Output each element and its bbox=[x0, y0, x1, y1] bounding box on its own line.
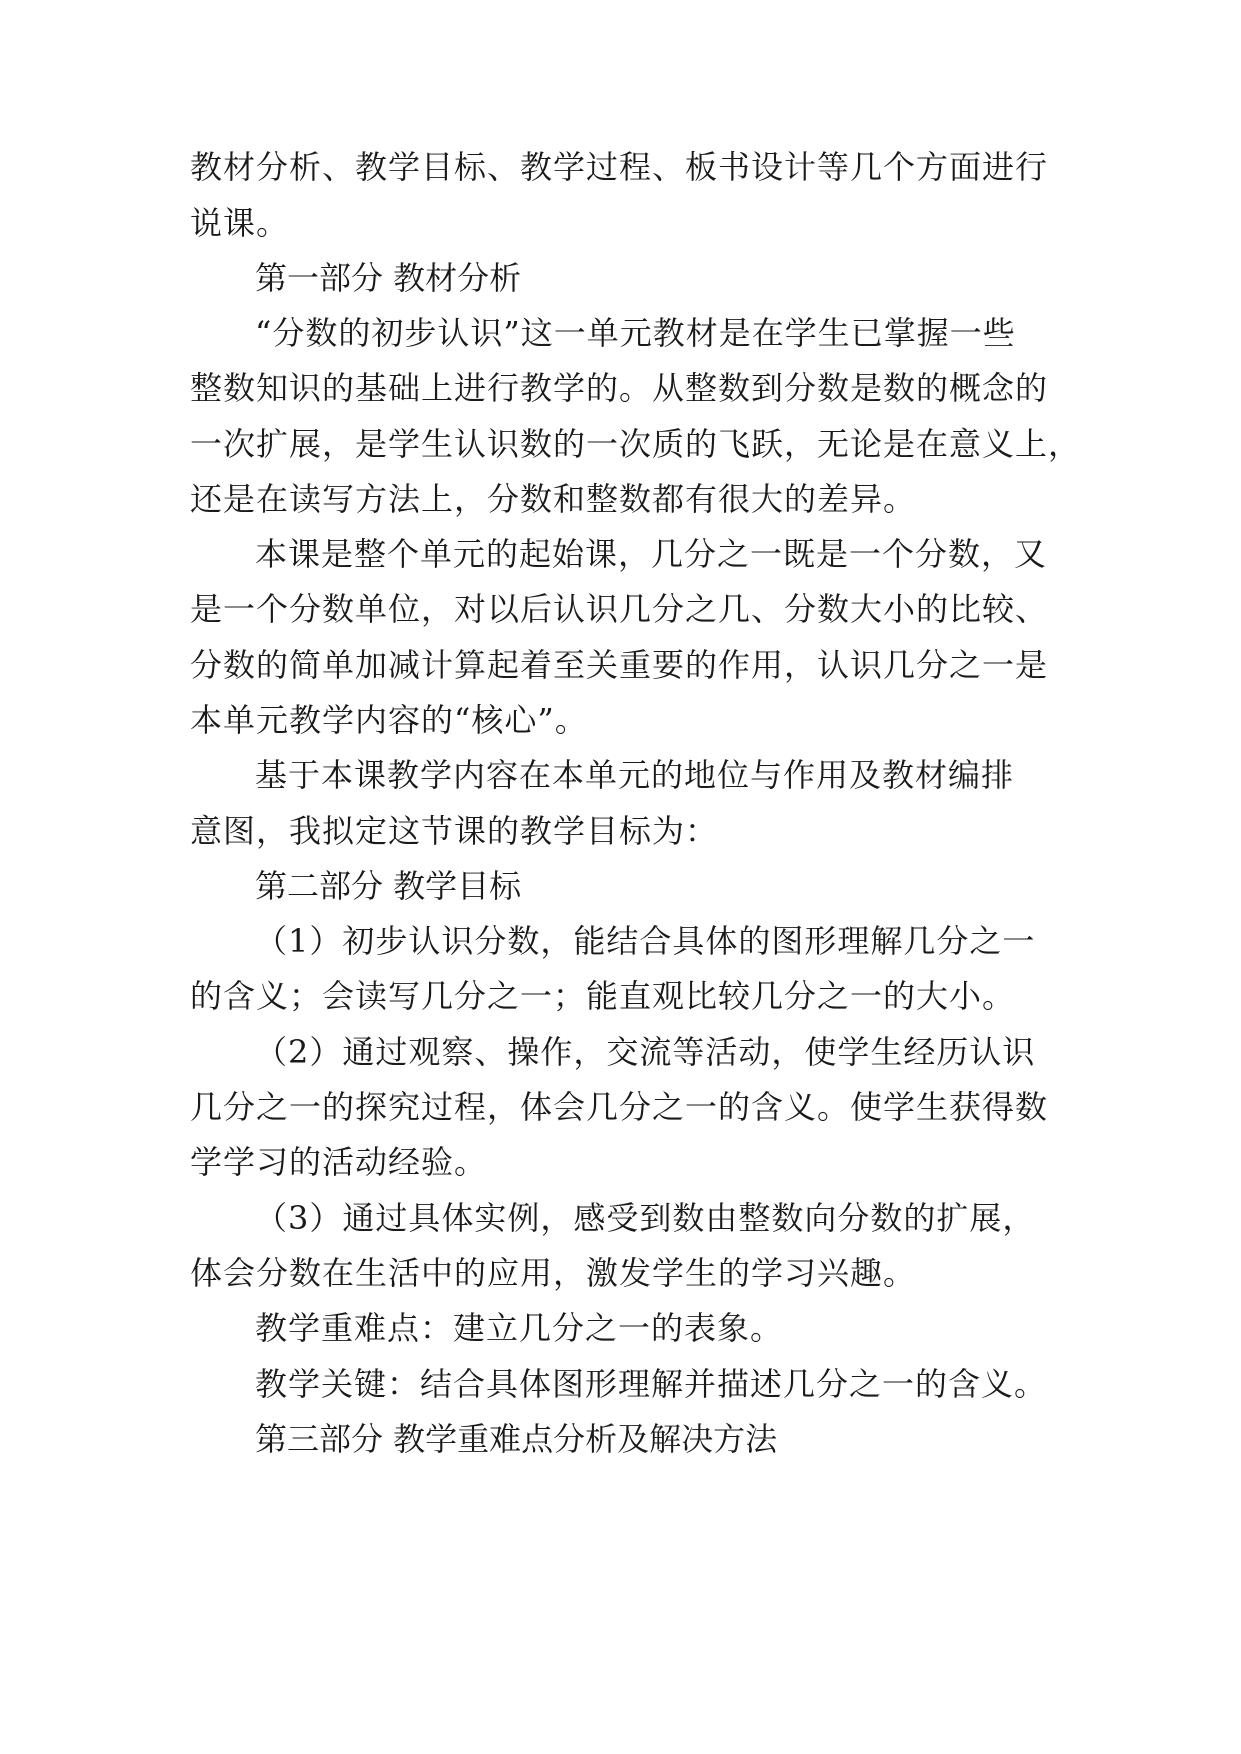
objective-line: （2）通过观察、操作，交流等活动，使学生经历认识 bbox=[255, 1033, 1036, 1071]
objective-line: 的含义；会读写几分之一；能直观比较几分之一的大小。 bbox=[190, 977, 1016, 1015]
objective-line: （1）初步认识分数，能结合具体的图形理解几分之一 bbox=[255, 922, 1036, 960]
paragraph-line: 是一个分数单位，对以后认识几分之几、分数大小的比较、 bbox=[190, 590, 1049, 628]
paragraph-line: “分数的初步认识”这一单元教材是在学生已掌握一些 bbox=[255, 314, 1016, 352]
paragraph-line: 整数知识的基础上进行教学的。从整数到分数是数的概念的 bbox=[190, 369, 1049, 407]
paragraph-line: 本课是整个单元的起始课，几分之一既是一个分数，又 bbox=[255, 535, 1048, 573]
paragraph-line: 还是在读写方法上，分数和整数都有很大的差异。 bbox=[190, 480, 917, 518]
objective-line: （3）通过具体实例，感受到数由整数向分数的扩展， bbox=[255, 1199, 1036, 1237]
key-point-line: 教学关键：结合具体图形理解并描述几分之一的含义。 bbox=[255, 1365, 1048, 1403]
objective-line: 体会分数在生活中的应用，激发学生的学习兴趣。 bbox=[190, 1254, 917, 1292]
key-difficulty-line: 教学重难点：建立几分之一的表象。 bbox=[255, 1309, 784, 1347]
paragraph-line: 意图，我拟定这节课的教学目标为： bbox=[190, 812, 719, 850]
section-heading-2: 第二部分 教学目标 bbox=[255, 867, 522, 905]
paragraph-line: 基于本课教学内容在本单元的地位与作用及教材编排 bbox=[255, 756, 1015, 794]
objective-line: 学学习的活动经验。 bbox=[190, 1143, 488, 1181]
paragraph-line: 说课。 bbox=[190, 204, 290, 242]
paragraph-line: 一次扩展，是学生认识数的一次质的飞跃，无论是在意义上， bbox=[190, 425, 1082, 463]
section-heading-1: 第一部分 教材分析 bbox=[255, 259, 522, 297]
objective-line: 几分之一的探究过程，体会几分之一的含义。使学生获得数 bbox=[190, 1088, 1049, 1126]
paragraph-line: 本单元教学内容的“核心”。 bbox=[190, 701, 588, 739]
section-heading-3: 第三部分 教学重难点分析及解决方法 bbox=[255, 1420, 778, 1458]
paragraph-line: 教材分析、教学目标、教学过程、板书设计等几个方面进行 bbox=[190, 148, 1049, 186]
paragraph-line: 分数的简单加减计算起着至关重要的作用，认识几分之一是 bbox=[190, 646, 1049, 684]
